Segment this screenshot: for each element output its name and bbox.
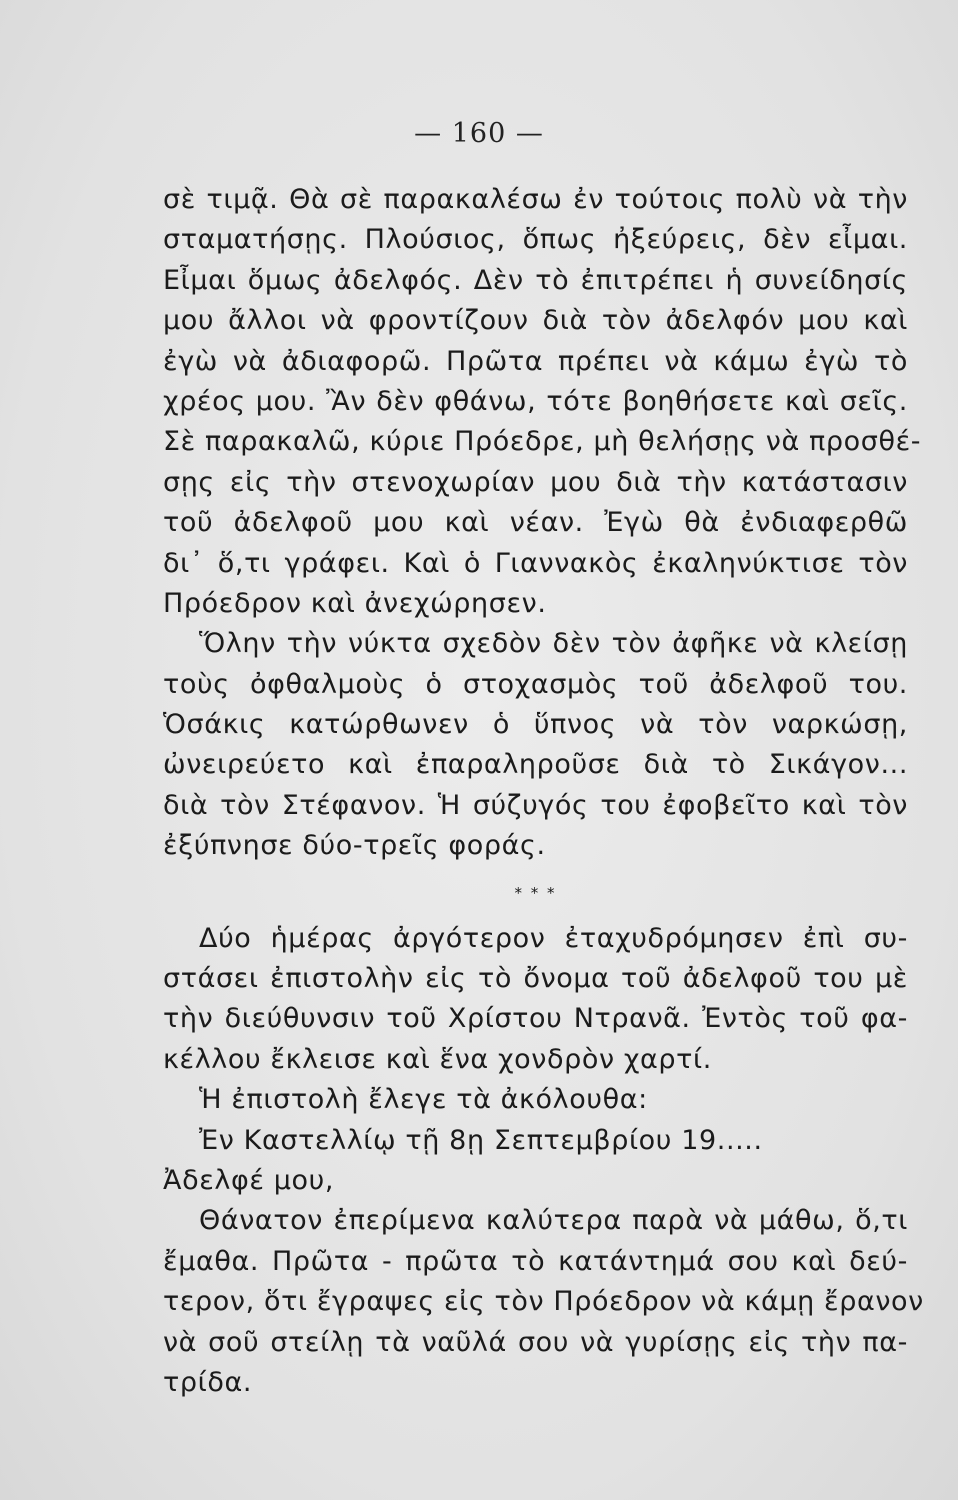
text-line: Θάνατον ἐπερίμενα καλύτερα παρὰ νὰ μάθω, ὅ,τι [199,1205,908,1237]
text-line: Ἀδελφέ μου, [163,1164,335,1196]
text-line: τερον, ὅτι ἔγραψες εἰς τὸν Πρόεδρον νὰ κάμῃ ἔρανον [163,1286,924,1318]
page-number: — 160 — [414,118,544,149]
text-line: σὲ τιμᾷ. Θὰ σὲ παρακαλέσω ἐν τούτοις πολὺ νὰ τὴν [163,184,908,215]
text-line: κέλλου ἔκλεισε καὶ ἕνα χονδρὸν χαρτί. [163,1043,712,1075]
section-separator: * * * [514,883,557,902]
text-line: Ἡ ἐπιστολὴ ἔλεγε τὰ ἀκόλουθα: [199,1084,648,1116]
text-line: Πρόεδρον καὶ ἀνεχώρησεν. [163,587,547,619]
text-line: σταματήσῃς. Πλούσιος, ὅπως ἠξεύρεις, δὲν εἶμαι. [163,224,908,256]
text-line: ἔμαθα. Πρῶτα - πρῶτα τὸ κατάντημά σου καὶ δεύ- [163,1245,908,1277]
body-text [163,180,924,1403]
text-line: Σὲ παρακαλῶ, κύριε Πρόεδρε, μὴ θελήσῃς νὰ προσθέ- [163,426,922,458]
text-line: σῃς εἰς τὴν στενοχωρίαν μου διὰ τὴν κατάστασιν [163,466,908,498]
text-line: δι᾽ ὅ,τι γράφει. Καὶ ὁ Γιαννακὸς ἐκαληνύκτισε τὸν [163,547,908,579]
text-line: τοῦ ἀδελφοῦ μου καὶ νέαν. Ἐγὼ θὰ ἐνδιαφερθῶ [163,507,908,539]
text-line: διὰ τὸν Στέφανον. Ἡ σύζυγός του ἐφοβεῖτο καὶ τὸν [163,789,908,821]
text-line: Δύο ἡμέρας ἀργότερον ἐταχυδρόμησεν ἐπὶ συ- [199,922,908,954]
text-line: ἐγὼ νὰ ἀδιαφορῶ. Πρῶτα πρέπει νὰ κάμω ἐγὼ τὸ [163,345,908,377]
text-line: τὴν διεύθυνσιν τοῦ Χρίστου Ντρανᾶ. Ἐντὸς τοῦ φα- [163,1003,908,1035]
text-line: τρίδα. [163,1366,253,1398]
text-line: ὠνειρεύετο καὶ ἐπαραληροῦσε διὰ τὸ Σικάγον... [163,749,908,781]
text-line: νὰ σοῦ στείλῃ τὰ ναῦλά σου νὰ γυρίσῃς εἰς τὴν πα- [163,1326,908,1358]
text-line: Ἐν Καστελλίῳ τῇ 8ῃ Σεπτεμβρίου 19..... [199,1124,763,1156]
text-line: ἐξύπνησε δύο-τρεῖς φοράς. [163,830,546,862]
text-line: Ὅλην τὴν νύκτα σχεδὸν δὲν τὸν ἀφῆκε νὰ κλείσῃ [199,628,908,660]
text-line: στάσει ἐπιστολὴν εἰς τὸ ὄνομα τοῦ ἀδελφοῦ του μὲ [163,963,908,995]
text-line: χρέος μου. Ἂν δὲν φθάνω, τότε βοηθήσετε καὶ σεῖς. [163,385,908,417]
text-line: Εἶμαι ὅμως ἀδελφός. Δὲν τὸ ἐπιτρέπει ἡ συνείδησίς [163,264,908,296]
text-line: Ὁσάκις κατώρθωνεν ὁ ὕπνος νὰ τὸν ναρκώσῃ, [163,709,908,741]
text-line: τοὺς ὀφθαλμοὺς ὁ στοχασμὸς τοῦ ἀδελφοῦ του. [163,668,908,700]
text-line: μου ἄλλοι νὰ φροντίζουν διὰ τὸν ἀδελφόν μου καὶ [163,305,908,337]
